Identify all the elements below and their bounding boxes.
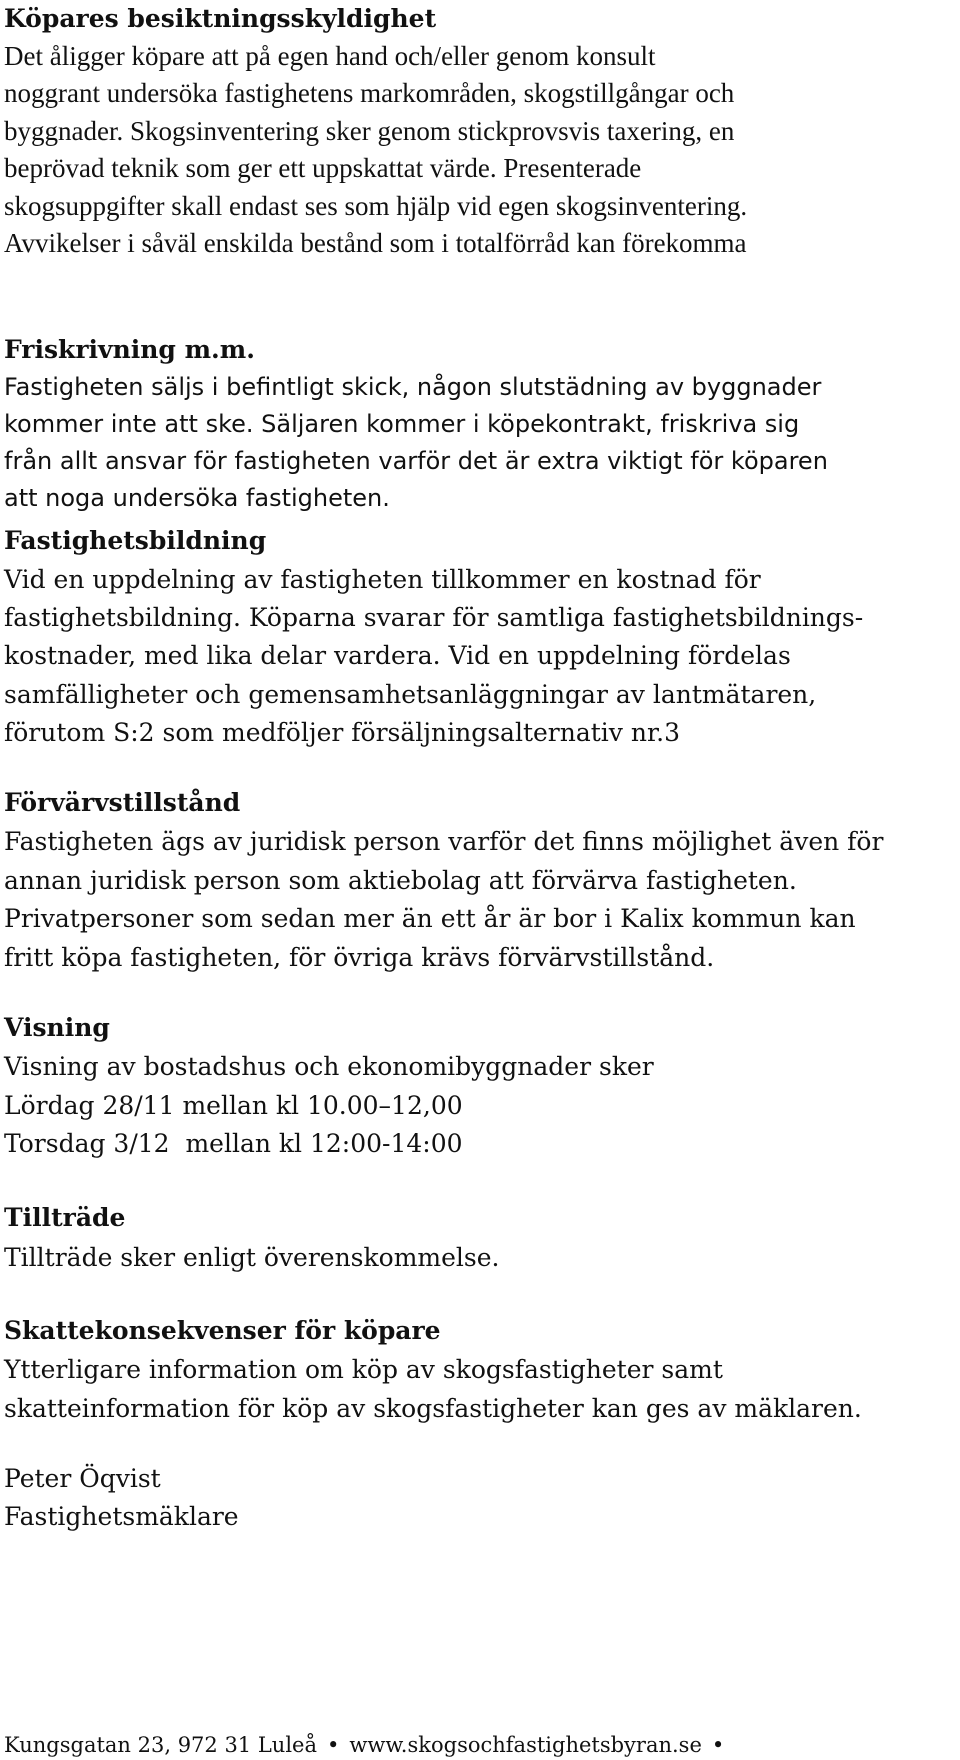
paragraph-line: Vid en uppdelning av fastigheten tillkommer en kostnad för (4, 565, 761, 594)
paragraph-line: från allt ansvar för fastigheten varför det är extra viktigt för köparen (4, 447, 828, 475)
section-disclaimer (4, 331, 956, 517)
viewing-time-saturday: Lördag 28/11 mellan kl 10.00–12,00 (4, 1090, 463, 1120)
paragraph-line: förutom S:2 som medföljer försäljningsalternativ nr.3 (4, 717, 681, 747)
paragraph-line: Det åligger köpare att på egen hand och/eller genom konsult (4, 40, 656, 71)
paragraph-line: skogsuppgifter skall endast ses som hjälp vid egen skogsinventering. (4, 190, 748, 221)
paragraph-line: Ytterligare information om köp av skogsfastigheter samt (4, 1355, 723, 1384)
paragraph-line: beprövad teknik som ger ett uppskattat värde. Presenterade (4, 153, 642, 183)
paragraph-line: fastighetsbildning. Köparna svarar för samtliga fastighetsbildnings- (4, 603, 864, 633)
section-buyer-inspection (4, 0, 956, 263)
paragraph-line: samfälligheter och gemensamhetsanläggningar av lantmätaren, (4, 679, 817, 709)
viewing-time-thursday: Torsdag 3/12 mellan kl 12:00-14:00 (4, 1129, 463, 1159)
paragraph-line: Visning av bostadshus och ekonomibyggnader sker (4, 1052, 654, 1081)
section-heading: Visning (4, 1013, 110, 1042)
paragraph-line: Tillträde sker enligt överenskommelse. (4, 1243, 500, 1272)
section-viewing (4, 1008, 956, 1164)
paragraph-line: fritt köpa fastigheten, för övriga krävs förvärvstillstånd. (4, 942, 715, 972)
paragraph-line: Fastigheten ägs av juridisk person varför det finns möjlighet även för (4, 827, 884, 856)
paragraph-line: skatteinformation för köp av skogsfastigheter kan ges av mäklaren. (4, 1393, 862, 1423)
bullet-separator: • (711, 1733, 725, 1757)
section-heading: Friskrivning m.m. (4, 335, 255, 364)
paragraph-line: annan juridisk person som aktiebolag att förvärva fastigheten. (4, 865, 797, 895)
section-heading: Köpares besiktningsskyldighet (4, 4, 437, 33)
bullet-separator: • (326, 1733, 340, 1757)
paragraph-line: byggnader. Skogsinventering sker genom stickprovsvis taxering, en (4, 115, 735, 146)
section-acquisition-permit (4, 783, 956, 977)
section-heading: Förvärvstillstånd (4, 788, 241, 817)
footer (4, 1730, 734, 1760)
footer-address: Kungsgatan 23, 972 31 Luleå (4, 1733, 317, 1757)
paragraph-line: att noga undersöka fastigheten. (4, 484, 390, 512)
signature-block (4, 1460, 956, 1536)
section-heading: Fastighetsbildning (4, 526, 267, 555)
paragraph-line: noggrant undersöka fastighetens markområden, skogstillgångar och (4, 78, 735, 108)
section-property-formation (4, 521, 956, 752)
agent-title: Fastighetsmäklare (4, 1502, 239, 1531)
section-heading: Skattekonsekvenser för köpare (4, 1316, 441, 1345)
agent-name: Peter Öqvist (4, 1464, 161, 1493)
paragraph-line: Fastigheten säljs i befintligt skick, någon slutstädning av byggnader (4, 373, 822, 401)
paragraph-line: Privatpersoner som sedan mer än ett år är bor i Kalix kommun kan (4, 904, 856, 934)
section-access (4, 1198, 956, 1278)
section-tax-consequences (4, 1311, 956, 1428)
paragraph-line: kostnader, med lika delar vardera. Vid en uppdelning fördelas (4, 641, 791, 671)
paragraph-line: Avvikelser i såväl enskilda bestånd som i totalförråd kan förekomma (4, 228, 747, 258)
section-heading: Tillträde (4, 1203, 126, 1232)
paragraph-line: kommer inte att ske. Säljaren kommer i köpekontrakt, friskriva sig (4, 410, 800, 438)
footer-website-link[interactable]: www.skogsochfastighetsbyran.se (349, 1733, 702, 1757)
